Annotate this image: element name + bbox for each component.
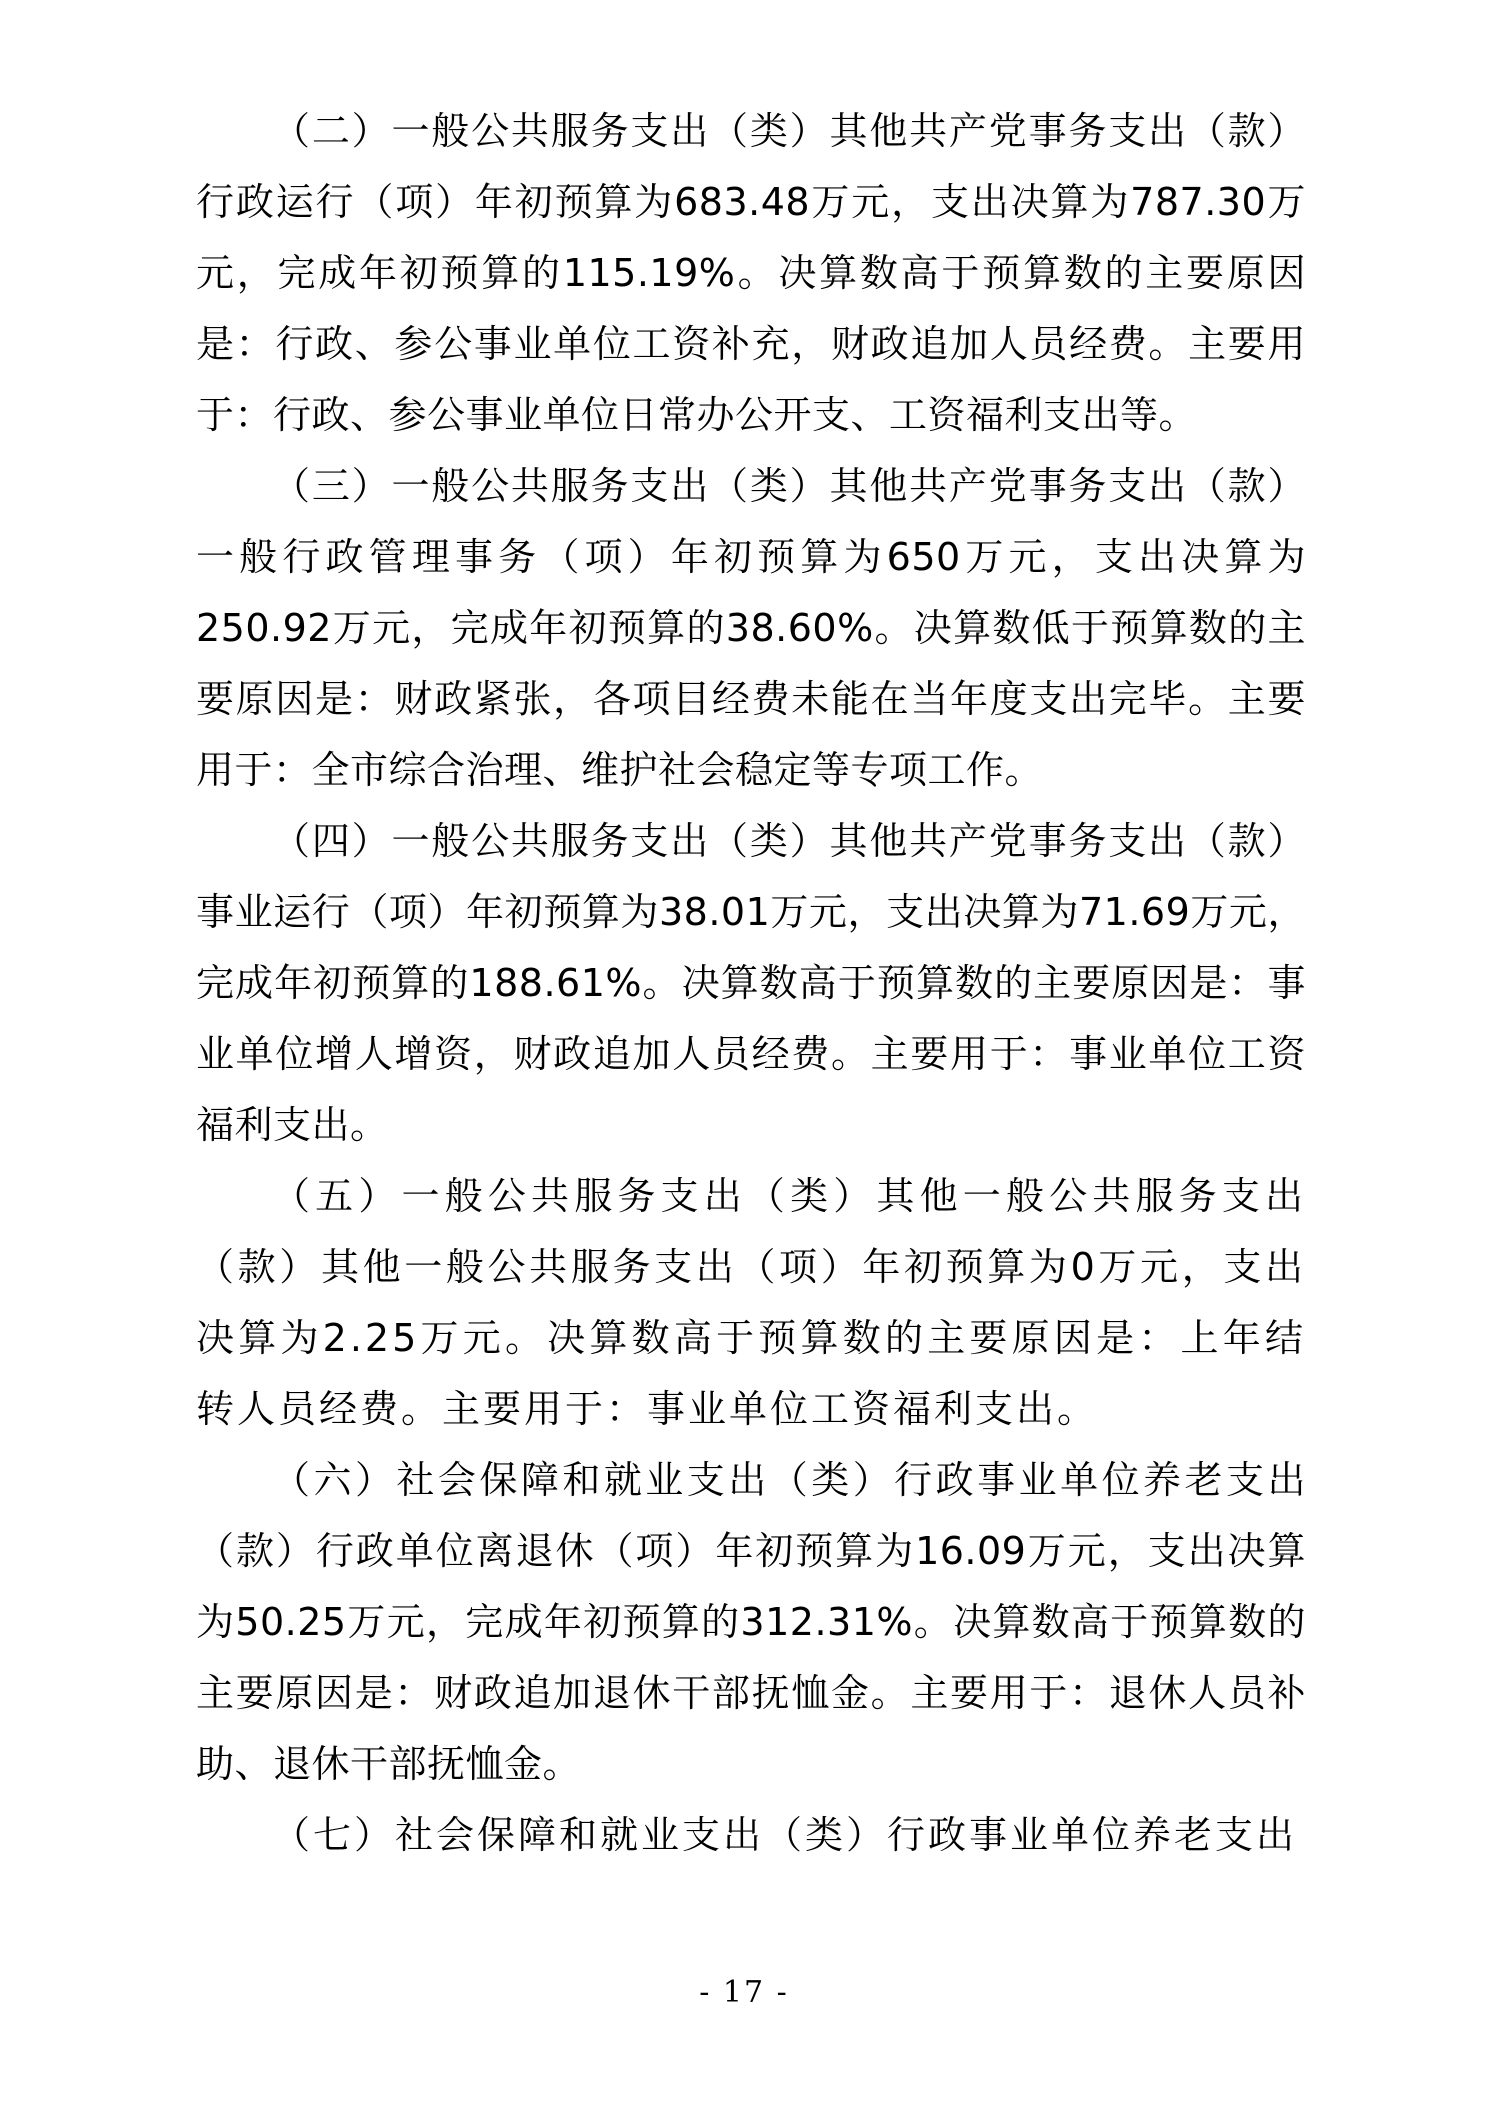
paragraph-4: （四）一般公共服务支出（类）其他共产党事务支出（款）事业运行（项）年初预算为38.01万元，支出决算为71.69万元，完成年初预算的188.61%。决算数高于预算数的主要原因是：事业单位增人增资，财政追加人员经费。主要用于：事业单位工资福利支出。 <box>196 819 1306 1147</box>
paragraph-5: （五）一般公共服务支出（类）其他一般公共服务支出（款）其他一般公共服务支出（项）年初预算为0万元，支出决算为2.25万元。决算数高于预算数的主要原因是：上年结转人员经费。主要用于：事业单位工资福利支出。 <box>196 1174 1306 1431</box>
paragraph-7: （七）社会保障和就业支出（类）行政事业单位养老支出 <box>272 1813 1298 1857</box>
paragraph-6: （六）社会保障和就业支出（类）行政事业单位养老支出（款）行政单位离退休（项）年初预算为16.09万元，支出决算为50.25万元，完成年初预算的312.31%。决算数高于预算数的主要原因是：财政追加退休干部抚恤金。主要用于：退休人员补助、退休干部抚恤金。 <box>196 1458 1306 1786</box>
paragraph-2: （二）一般公共服务支出（类）其他共产党事务支出（款）行政运行（项）年初预算为683.48万元，支出决算为787.30万元，完成年初预算的115.19%。决算数高于预算数的主要原因是：行政、参公事业单位工资补充，财政追加人员经费。主要用于：行政、参公事业单位日常办公开支、工资福利支出等。 <box>196 109 1306 437</box>
page-number: - 17 - <box>699 1975 789 2010</box>
paragraph-3: （三）一般公共服务支出（类）其他共产党事务支出（款）一般行政管理事务（项）年初预算为650万元，支出决算为250.92万元，完成年初预算的38.60%。决算数低于预算数的主要原因是：财政紧张，各项目经费未能在当年度支出完毕。主要用于：全市综合治理、维护社会稳定等专项工作。 <box>196 464 1306 792</box>
page-body <box>196 96 1306 1871</box>
